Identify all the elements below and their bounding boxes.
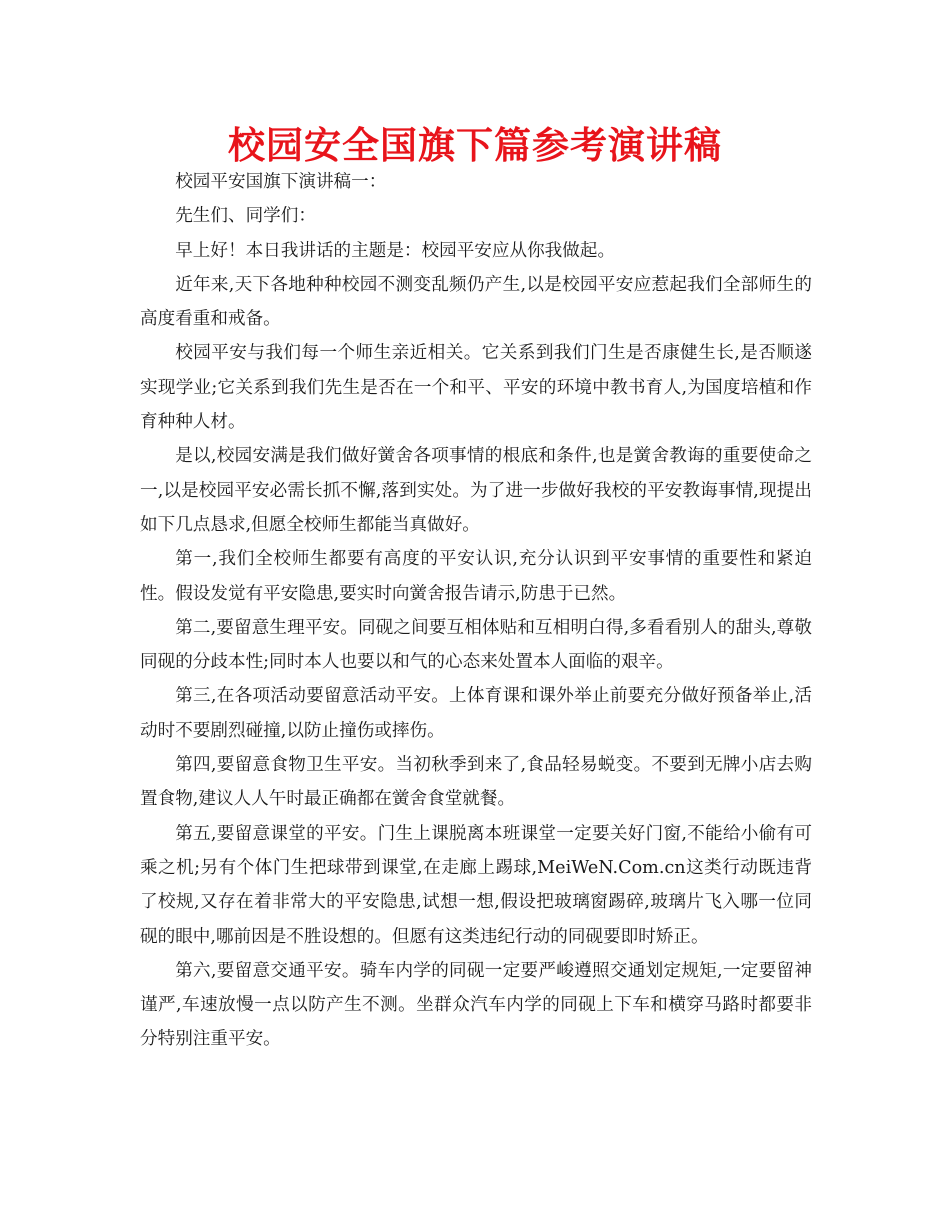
document-body <box>140 165 812 1057</box>
paragraph: 早上好！本日我讲话的主题是：校园平安应从你我做起。 <box>175 240 616 261</box>
paragraph: 校园平安国旗下演讲稿一： <box>175 172 387 192</box>
paragraph: 校园平安与我们每一个师生亲近相关。它关系到我们门生是否康健生长,是否顺遂实现学业;它关系到我们先生是否在一个和平、平安的环境中教书育人,为国度培植和作育种种人材。 <box>140 343 812 433</box>
paragraph: 是以,校园安满是我们做好黉舍各项事情的根底和条件,也是黉舍教诲的重要使命之一,以是校园平安必需长抓不懈,落到实处。为了进一步做好我校的平安教诲事情,现提出如下几点恳求,但愿全校师生都能当真做好。 <box>140 446 812 535</box>
paragraph: 第三,在各项活动要留意活动平安。上体育课和课外举止前要充分做好预备举止,活动时不要剧烈碰撞,以防止撞伤或摔伤。 <box>140 686 812 741</box>
paragraph: 近年来,天下各地种种校园不测变乱频仍产生,以是校园平安应惹起我们全部师生的高度看重和戒备。 <box>140 274 812 330</box>
paragraph: 先生们、同学们： <box>175 206 316 227</box>
paragraph: 第一,我们全校师生都要有高度的平安认识,充分认识到平安事情的重要性和紧迫性。假设发觉有平安隐患,要实时向黉舍报告请示,防患于已然。 <box>140 549 812 604</box>
paragraph: 第五,要留意课堂的平安。门生上课脱离本班课堂一定要关好门窗,不能给小偷有可乘之机;另有个体门生把球带到课堂,在走廊上踢球,MeiWeN.Com.cn这类行动既违背了校规,又存在着非常大的平安隐患,试想一想,假设把玻璃窗踢碎,玻璃片飞入哪一位同砚的眼中,哪前因是不胜设想的。但愿有这类违纪行动的同砚要即时矫正。 <box>140 823 812 947</box>
paragraph: 第六,要留意交通平安。骑车内学的同砚一定要严峻遵照交通划定规矩,一定要留神谨严,车速放慢一点以防产生不测。坐群众汽车内学的同砚上下车和横穿马路时都要非分特别注重平安。 <box>140 960 812 1050</box>
paragraph: 第四,要留意食物卫生平安。当初秋季到来了,食品轻易蜕变。不要到无牌小店去购置食物,建议人人午时最正确都在黉舍食堂就餐。 <box>140 755 812 810</box>
paragraph: 第二,要留意生理平安。同砚之间要互相体贴和互相明白得,多看看别人的甜头,尊敬同砚的分歧本性;同时本人也要以和气的心态来处置本人面临的艰辛。 <box>140 617 812 673</box>
document-title: 校园安全国旗下篇参考演讲稿 <box>228 124 722 167</box>
